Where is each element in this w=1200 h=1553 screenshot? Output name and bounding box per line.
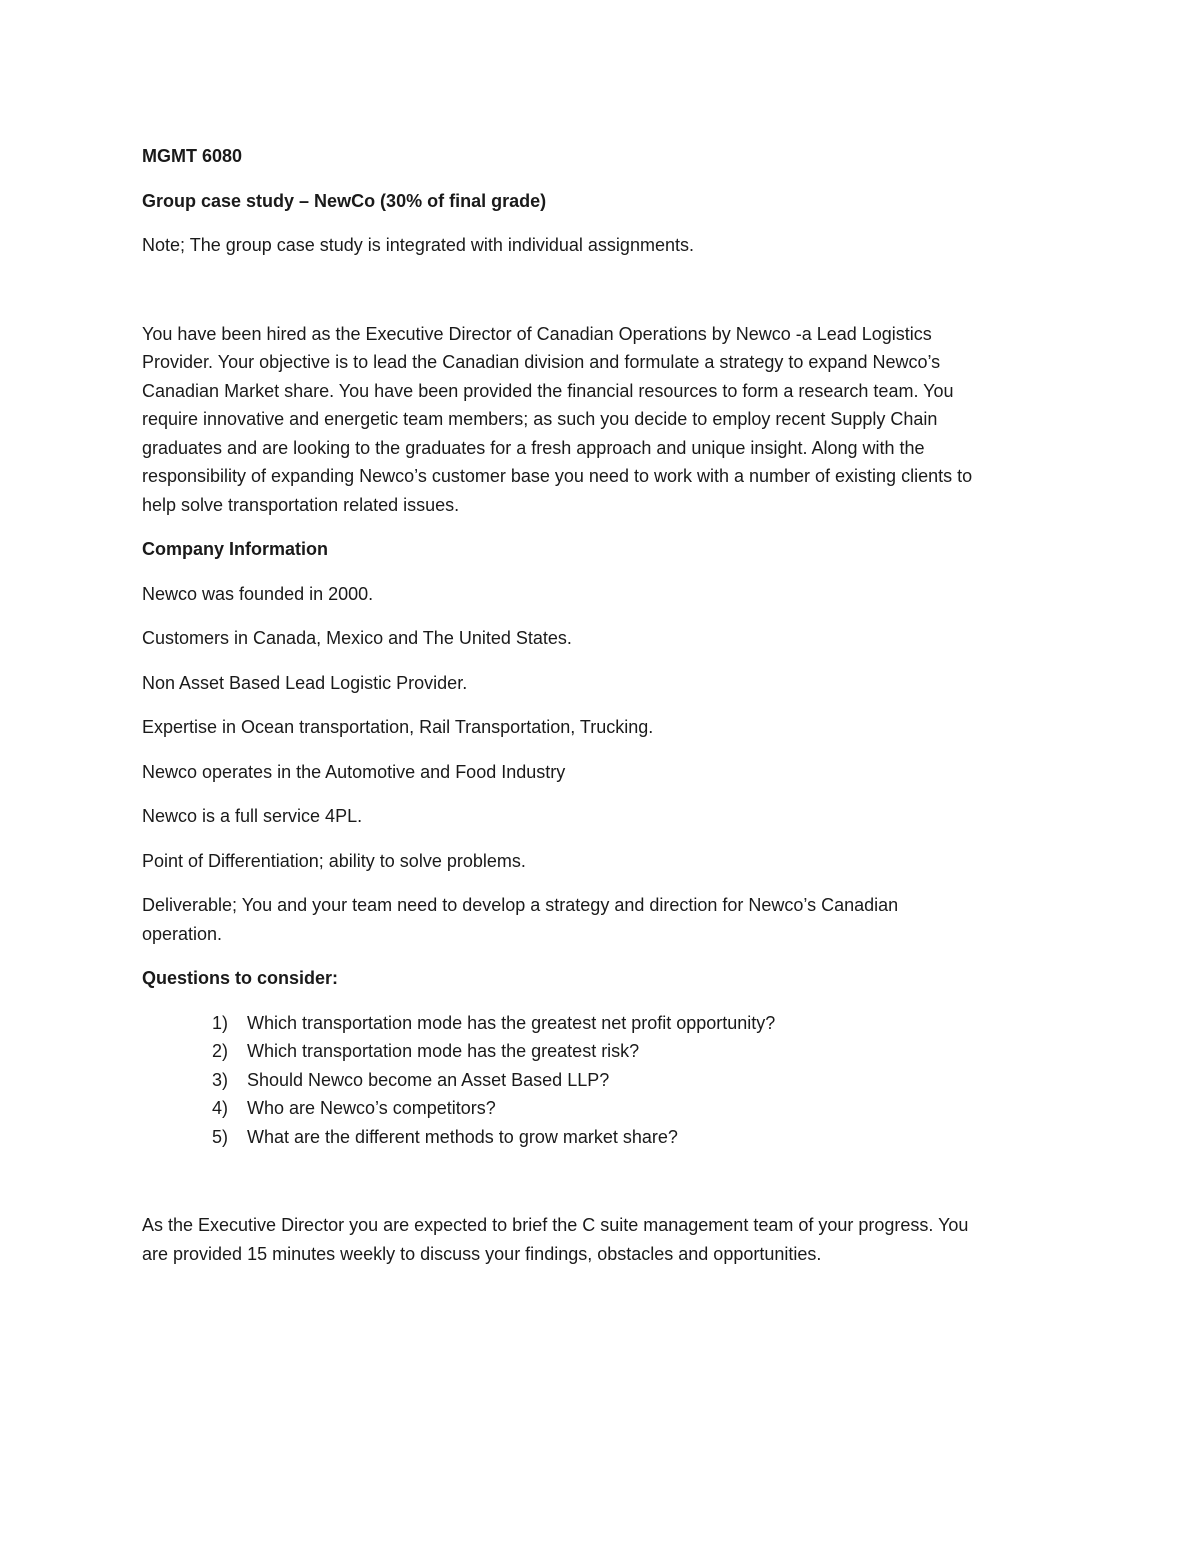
question-number: 2) (212, 1041, 229, 1061)
question-text: Who are Newco’s competitors? (247, 1098, 496, 1118)
company-fact: Customers in Canada, Mexico and The United States. (142, 628, 572, 648)
company-fact: Newco operates in the Automotive and Food Industry (142, 761, 566, 782)
company-fact: Newco is a full service 4PL. (142, 806, 363, 826)
question-item (142, 1066, 1067, 1095)
deliverable-line: Deliverable; You and your team need to develop a strategy and direction for Newco’s Canadian (142, 895, 899, 915)
intro-line: You have been hired as the Executive Director of Canadian Operations by Newco -a Lead Logistics (142, 323, 932, 344)
closing-line: are provided 15 minutes weekly to discuss your findings, obstacles and opportunities. (142, 1243, 822, 1264)
company-fact: Expertise in Ocean transportation, Rail Transportation, Trucking. (142, 717, 654, 737)
intro-line: Canadian Market share. You have been provided the financial resources to form a research team. You (142, 380, 954, 401)
question-number: 5) (212, 1126, 229, 1147)
company-fact: Newco was founded in 2000. (142, 583, 374, 604)
question-text: Which transportation mode has the greatest risk? (247, 1041, 640, 1061)
question-number: 1) (212, 1012, 229, 1033)
closing-line: As the Executive Director you are expected to brief the C suite management team of your progress. You (142, 1215, 969, 1235)
deliverable-line: operation. (142, 923, 223, 944)
company-info-heading: Company Information (142, 539, 329, 559)
question-item (142, 1094, 1067, 1123)
company-fact: Point of Differentiation; ability to solve problems. (142, 850, 526, 871)
intro-line: graduates and are looking to the graduates for a fresh approach and unique insight. Along with the (142, 437, 925, 458)
question-number: 4) (212, 1098, 229, 1118)
intro-line: responsibility of expanding Newco’s customer base you need to work with a number of existing clients to (142, 466, 973, 486)
question-item (142, 1037, 1067, 1066)
question-text: What are the different methods to grow market share? (247, 1126, 678, 1147)
question-text: Which transportation mode has the greatest net profit opportunity? (247, 1012, 776, 1033)
questions-heading: Questions to consider: (142, 968, 339, 988)
course-code: MGMT 6080 (142, 146, 243, 166)
deliverable-paragraph (142, 891, 1067, 948)
question-item (142, 1123, 1067, 1152)
question-text: Should Newco become an Asset Based LLP? (247, 1069, 610, 1090)
intro-line: Provider. Your objective is to lead the Canadian division and formulate a strategy to expand Newco’s (142, 352, 941, 372)
question-number: 3) (212, 1069, 229, 1090)
document-title: Group case study – NewCo (30% of final grade) (142, 190, 547, 211)
note-paragraph: Note; The group case study is integrated with individual assignments. (142, 235, 694, 255)
question-item (142, 1009, 1067, 1038)
closing-paragraph (142, 1211, 1067, 1268)
document-body (142, 142, 1067, 1268)
questions-list (142, 1009, 1067, 1152)
intro-line: help solve transportation related issues. (142, 494, 460, 515)
intro-paragraph (142, 320, 1067, 520)
company-fact: Non Asset Based Lead Logistic Provider. (142, 672, 468, 693)
intro-line: require innovative and energetic team members; as such you decide to employ recent Supply Chain (142, 409, 938, 429)
